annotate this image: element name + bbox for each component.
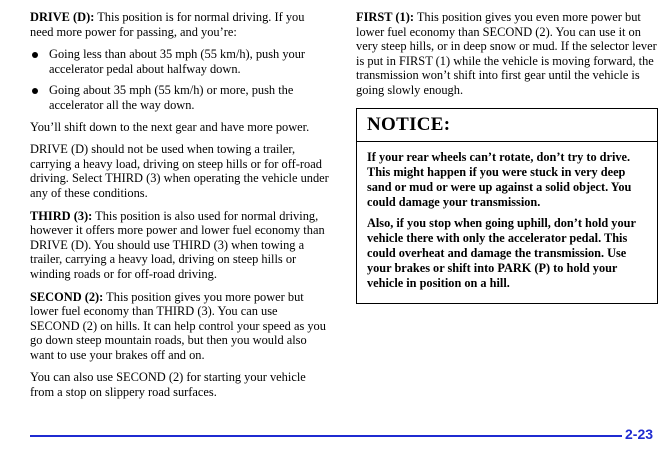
second-text: This position gives you more power but lower fuel economy than THIRD (3). You can use SECOND (2) on hills. It can help control your speed as you go down steep mountain roads, but then you would also want to use your brakes off and on.	[30, 289, 326, 362]
notice-body	[357, 142, 657, 303]
first-text: This position gives you even more power but lower fuel economy than SECOND (2). You can use it on very steep hills, or in deep snow or mud. If the selector lever is put in FIRST (1) while the vehicle is moving forward, the transmission won’t shift into first gear until the vehicle is going slowly enough.	[356, 10, 657, 97]
notice-heading: NOTICE:	[357, 109, 657, 142]
first-paragraph	[356, 10, 658, 98]
footer-rule	[30, 435, 622, 437]
drive-paragraph	[30, 10, 330, 39]
shift-down-paragraph: You’ll shift down to the next gear and have more power.	[30, 119, 310, 134]
drive-warning-paragraph: DRIVE (D) should not be used when towing a trailer, carrying a heavy load, driving on steep hills or for off-road driving. Select THIRD (3) when operating the vehicle under any of these conditions.	[30, 142, 329, 200]
first-term: FIRST (1):	[356, 10, 414, 24]
third-term: THIRD (3):	[30, 208, 93, 223]
page-number: 2-23	[625, 426, 654, 442]
bullet-item: Going less than about 35 mph (55 km/h), push your accelerator pedal about halfway down.	[30, 47, 330, 76]
second-extra-paragraph: You can also use SECOND (2) for starting your vehicle from a stop on slippery road surfaces.	[30, 370, 306, 400]
bullet-item: Going about 35 mph (55 km/h) or more, push the accelerator all the way down.	[30, 83, 330, 112]
second-term: SECOND (2):	[30, 289, 104, 304]
third-paragraph	[30, 209, 330, 282]
right-column	[356, 10, 658, 304]
third-text: This position is also used for normal driving, however it offers more power and lower fuel economy than DRIVE (D). You should use THIRD (3) when towing a trailer, carrying a heavy load, driving on steep hills or winding roads or for off-road driving.	[30, 208, 325, 281]
notice-paragraph: If your rear wheels can’t rotate, don’t try to drive. This might happen if you were stuck in very deep sand or mud or were up against a solid object. You could damage your transmission.	[367, 149, 632, 209]
drive-term: DRIVE (D):	[30, 10, 95, 24]
second-paragraph	[30, 290, 330, 363]
notice-paragraph: Also, if you stop when going uphill, don’t hold your vehicle there with only the accelerator pedal. This could overheat and damage the transmission. Use your brakes or shift into PARK (P) to hold your vehicle in position on a hill.	[367, 215, 636, 290]
drive-text: This position is for normal driving. If you need more power for passing, and you’re:	[30, 10, 305, 39]
passing-bullet-list	[30, 47, 330, 112]
notice-box	[356, 108, 658, 304]
left-column	[30, 10, 330, 408]
